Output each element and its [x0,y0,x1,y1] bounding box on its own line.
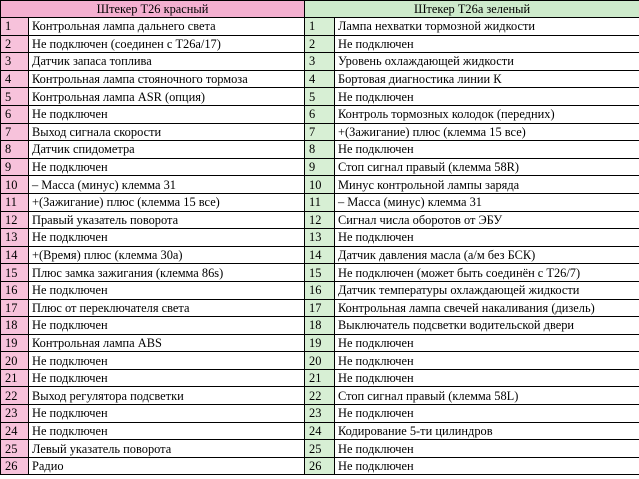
table-row [1,369,639,387]
left-pin-description: +(Зажигание) плюс (клемма 15 все) [29,193,305,211]
left-pin-number: 18 [1,317,29,335]
table-row [1,264,639,282]
left-pin-description: Плюс от переключателя света [29,299,305,317]
right-pin-description: Не подключен [335,352,639,370]
table-row [1,70,639,88]
right-pin-number: 3 [305,53,335,71]
right-pin-number: 20 [305,352,335,370]
left-pin-number: 11 [1,193,29,211]
right-pin-number: 13 [305,229,335,247]
right-pin-description: Уровень охлаждающей жидкости [335,53,639,71]
right-pin-number: 17 [305,299,335,317]
right-pin-description: Не подключен [335,369,639,387]
table-row [1,53,639,71]
right-pin-number: 8 [305,141,335,159]
right-pin-number: 18 [305,317,335,335]
right-pin-description: Не подключен [335,141,639,159]
left-pin-description: Контрольная лампа стояночного тормоза [29,70,305,88]
left-pin-number: 1 [1,18,29,36]
right-pin-number: 12 [305,211,335,229]
left-pin-description: Контрольная лампа ASR (опция) [29,88,305,106]
right-pin-description: Не подключен (может быть соединён с Т26/7) [335,264,639,282]
left-pin-number: 5 [1,88,29,106]
left-pin-description: Не подключен (соединен с Т26а/17) [29,35,305,53]
table-row [1,246,639,264]
left-pin-number: 14 [1,246,29,264]
right-pin-number: 7 [305,123,335,141]
table-row [1,440,639,458]
pin-rows [1,18,639,475]
left-pin-description: Выход регулятора подсветки [29,387,305,405]
right-pin-number: 6 [305,105,335,123]
right-pin-number: 19 [305,334,335,352]
right-pin-number: 1 [305,18,335,36]
right-pin-number: 25 [305,440,335,458]
left-pin-description: Радио [29,457,305,475]
header-row [1,1,639,18]
left-pin-description: Не подключен [29,422,305,440]
right-pin-number: 15 [305,264,335,282]
table-row [1,387,639,405]
left-pin-number: 2 [1,35,29,53]
left-pin-number: 15 [1,264,29,282]
right-pin-description: Выключатель подсветки водительской двери [335,317,639,335]
right-pin-number: 4 [305,70,335,88]
left-pin-description: Не подключен [29,405,305,423]
right-pin-description: Не подключен [335,334,639,352]
table-row [1,105,639,123]
right-pin-description: Не подключен [335,35,639,53]
table-row [1,176,639,194]
table-row [1,334,639,352]
right-pin-description: Не подключен [335,440,639,458]
right-pin-description: Лампа нехватки тормозной жидкости [335,18,639,36]
right-pin-description: Сигнал числа оборотов от ЭБУ [335,211,639,229]
left-pin-description: Контрольная лампа ABS [29,334,305,352]
left-pin-description: Не подключен [29,352,305,370]
right-pin-description: Датчик температуры охлаждающей жидкости [335,281,639,299]
table-row [1,158,639,176]
left-pin-number: 6 [1,105,29,123]
left-pin-number: 16 [1,281,29,299]
left-pin-number: 17 [1,299,29,317]
left-pin-description: Датчик запаса топлива [29,53,305,71]
table-row [1,141,639,159]
table-row [1,317,639,335]
table-row [1,18,639,36]
right-pin-number: 11 [305,193,335,211]
left-pin-description: Выход сигнала скорости [29,123,305,141]
left-pin-description: Датчик спидометра [29,141,305,159]
left-pin-number: 12 [1,211,29,229]
table-row [1,457,639,475]
table-row [1,352,639,370]
right-pin-description: – Масса (минус) клемма 31 [335,193,639,211]
left-pin-description: Плюс замка зажигания (клемма 86s) [29,264,305,282]
right-pin-number: 9 [305,158,335,176]
left-pin-number: 10 [1,176,29,194]
table-row [1,123,639,141]
right-pin-description: Стоп сигнал правый (клемма 58L) [335,387,639,405]
left-pin-description: – Масса (минус) клемма 31 [29,176,305,194]
left-pin-description: Не подключен [29,281,305,299]
right-pin-description: Кодирование 5-ти цилиндров [335,422,639,440]
right-pin-description: Не подключен [335,88,639,106]
right-connector-header: Штекер Т26а зеленый [305,1,639,18]
right-pin-description: Контроль тормозных колодок (передних) [335,105,639,123]
right-pin-number: 21 [305,369,335,387]
right-pin-number: 22 [305,387,335,405]
right-pin-number: 23 [305,405,335,423]
left-pin-number: 19 [1,334,29,352]
right-pin-number: 2 [305,35,335,53]
right-pin-number: 24 [305,422,335,440]
table-row [1,88,639,106]
right-pin-number: 10 [305,176,335,194]
right-pin-number: 14 [305,246,335,264]
left-pin-number: 22 [1,387,29,405]
table-row [1,422,639,440]
left-pin-description: Не подключен [29,317,305,335]
left-pin-description: Правый указатель поворота [29,211,305,229]
left-connector-header: Штекер Т26 красный [1,1,305,18]
left-pin-number: 9 [1,158,29,176]
left-pin-number: 8 [1,141,29,159]
left-pin-number: 25 [1,440,29,458]
right-pin-description: Стоп сигнал правый (клемма 58R) [335,158,639,176]
left-pin-description: +(Время) плюс (клемма 30а) [29,246,305,264]
left-pin-description: Не подключен [29,105,305,123]
left-pin-description: Левый указатель поворота [29,440,305,458]
table-row [1,193,639,211]
left-pin-number: 26 [1,457,29,475]
table-row [1,211,639,229]
table-row [1,405,639,423]
table-row [1,281,639,299]
right-pin-description: Бортовая диагностика линии К [335,70,639,88]
table-row [1,299,639,317]
left-pin-number: 24 [1,422,29,440]
left-pin-number: 7 [1,123,29,141]
left-pin-number: 21 [1,369,29,387]
right-pin-number: 16 [305,281,335,299]
table-row [1,35,639,53]
right-pin-description: Не подключен [335,229,639,247]
left-pin-description: Не подключен [29,369,305,387]
left-pin-number: 13 [1,229,29,247]
left-pin-description: Не подключен [29,229,305,247]
right-pin-description: Датчик давления масла (а/м без БСК) [335,246,639,264]
left-pin-description: Контрольная лампа дальнего света [29,18,305,36]
table-row [1,229,639,247]
left-pin-number: 4 [1,70,29,88]
left-pin-number: 23 [1,405,29,423]
right-pin-description: Не подключен [335,457,639,475]
right-pin-number: 26 [305,457,335,475]
left-pin-description: Не подключен [29,158,305,176]
right-pin-description: Минус контрольной лампы заряда [335,176,639,194]
right-pin-description: +(Зажигание) плюс (клемма 15 все) [335,123,639,141]
left-pin-number: 20 [1,352,29,370]
right-pin-description: Не подключен [335,405,639,423]
right-pin-number: 5 [305,88,335,106]
right-pin-description: Контрольная лампа свечей накаливания (дизель) [335,299,639,317]
left-pin-number: 3 [1,53,29,71]
